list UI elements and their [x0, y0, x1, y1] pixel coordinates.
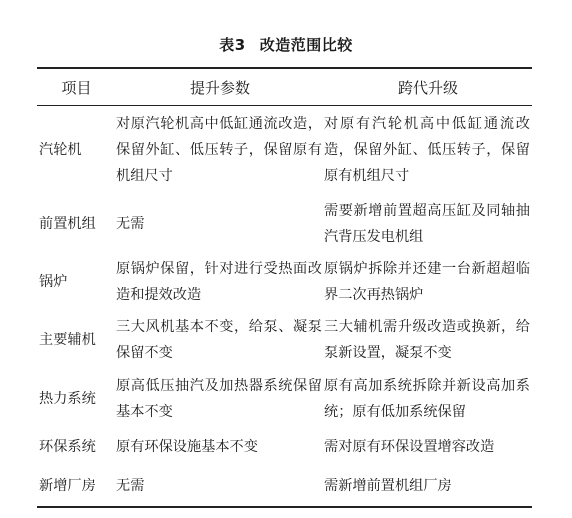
table-row	[37, 253, 532, 311]
row-upgrade: 原高低压抽汽及加热器系统保留基本不变	[116, 378, 322, 420]
row-cross-gen: 原锅炉拆除并还建一台新超超临界二次再热锅炉	[324, 261, 530, 303]
row-item: 新增厂房	[37, 465, 116, 507]
row-upgrade: 无需	[116, 215, 145, 232]
row-cross-gen: 需要新增前置超高压缸及同轴抽汽背压发电机组	[324, 202, 530, 245]
row-item: 前置机组	[39, 215, 96, 232]
row-item: 环保系统	[39, 439, 96, 455]
table-row	[37, 369, 532, 429]
comparison-table	[37, 67, 532, 508]
row-item: 热力系统	[39, 391, 96, 407]
row-upgrade: 三大风机基本不变，给泵、凝泵保留不变	[116, 319, 322, 361]
row-cross-gen: 对原有汽轮机高中低缸通流改造，保留外缸、低压转子，保留原有机组尺寸	[324, 116, 530, 184]
row-upgrade: 无需	[116, 465, 324, 507]
table-row	[37, 465, 532, 507]
table-row	[37, 429, 532, 465]
table-row	[37, 194, 532, 253]
row-item: 主要辅机	[39, 332, 96, 348]
row-cross-gen: 需新增前置机组厂房	[324, 465, 532, 507]
table-header-row	[37, 68, 532, 106]
row-cross-gen: 原有高加系统拆除并新设高加系统；原有低加系统保留	[324, 378, 530, 420]
row-upgrade: 原有环保设施基本不变	[116, 439, 258, 455]
row-cross-gen: 需对原有环保设置增容改造	[324, 439, 495, 455]
row-item: 汽轮机	[39, 142, 82, 158]
table-row	[37, 106, 532, 195]
table-caption	[0, 34, 572, 55]
row-item: 锅炉	[39, 274, 68, 290]
row-upgrade: 对原汽轮机高中低缸通流改造，保留外缸、低压转子，保留原有机组尺寸	[116, 116, 322, 184]
row-upgrade: 原锅炉保留，针对进行受热面改造和提效改造	[116, 261, 322, 303]
table-title: 改造范围比较	[259, 36, 353, 54]
table-row	[37, 311, 532, 369]
header-cross-gen: 跨代升级	[324, 68, 532, 106]
table-number: 表3	[219, 36, 246, 54]
row-cross-gen: 三大辅机需升级改造或换新，给泵新设置，凝泵不变	[324, 319, 530, 361]
header-item: 项目	[37, 68, 116, 106]
header-upgrade: 提升参数	[116, 68, 324, 106]
